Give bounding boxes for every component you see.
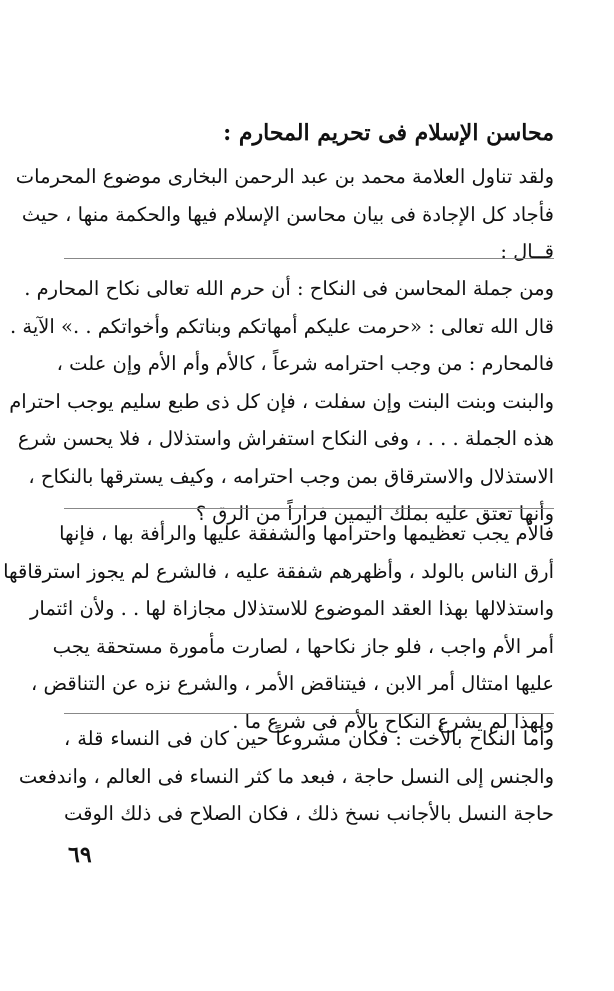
text-line: فالأم يجب تعظيمها واحترامها والشفقة عليها والرأفة بها ، فإنها [59,522,554,545]
divider [64,258,554,259]
text-line: ولقد تناول العلامة محمد بن عبد الرحمن البخارى موضوع المحرمات [15,165,554,188]
text-line: والبنت وبنت البنت وإن سفلت ، فإن كل ذى طبع سليم يوجب احترام [9,389,554,413]
text-line: واستذلالها بهذا العقد الموضوع للاستذلال مجازاة لها . . ولأن ائتمار [29,597,554,620]
paragraph-sister [18,720,554,833]
text-line: قال الله تعالى : «حرمت عليكم أمهاتكم وبناتكم وأخواتكم . .» الآية . [10,314,554,338]
paragraph-intro [15,158,554,271]
text-line: والجنس إلى النسل حاجة ، فبعد ما كثر النساء فى العالم ، واندفعت [18,764,554,788]
divider [64,713,554,714]
text-line: وأنها تعتق عليه بملك اليمين فراراً من الرق ؟ [195,502,554,525]
page-number: ٦٩ [68,842,92,868]
text-line: أمر الأم واجب ، فلو جاز نكاحها ، لصارت مأمورة مستحقة يجب [52,634,554,658]
text-line: فالمحارم : من وجب احترامه شرعاً ، كالأم وأم الأم وإن علت ، [56,352,554,375]
text-line: هذه الجملة . . . ، وفى النكاح استفراش واستذلال ، فلا يحسن شرع [17,427,554,450]
text-line: وأما النكاح بالأخت : فكان مشروعاً حين كان فى النساء قلة ، [64,727,554,750]
divider [64,508,554,509]
text-line: ولهذا لم يشرع النكاح بالأم فى شرع ما . [232,709,554,733]
text-line: ومن جملة المحاسن فى النكاح : أن حرم الله تعالى نكاح المحارم . [24,277,554,300]
text-line: عليها امتثال أمر الابن ، فيتناقض الأمر ، والشرع نزه عن التناقض ، [31,672,554,695]
paragraph-mahasin [9,270,554,533]
text-line: أرق الناس بالولد ، وأظهرهم شفقة عليه ، فالشرع لم يجوز استرقاقها [3,559,554,583]
text-line: فأجاد كل الإجادة فى بيان محاسن الإسلام فيها والحكمة منها ، حيث [21,202,554,226]
text-line: قــال : [500,240,554,263]
paragraph-mother [3,515,554,740]
text-line: الاستذلال والاسترقاق بمن وجب احترامه ، وكيف يسترقها بالنكاح ، [28,464,554,488]
section-heading: محاسن الإسلام فى تحريم المحارم : [223,120,554,146]
text-line: حاجة النسل بالأجانب نسخ ذلك ، فكان الصلاح فى ذلك الوقت [64,802,554,825]
